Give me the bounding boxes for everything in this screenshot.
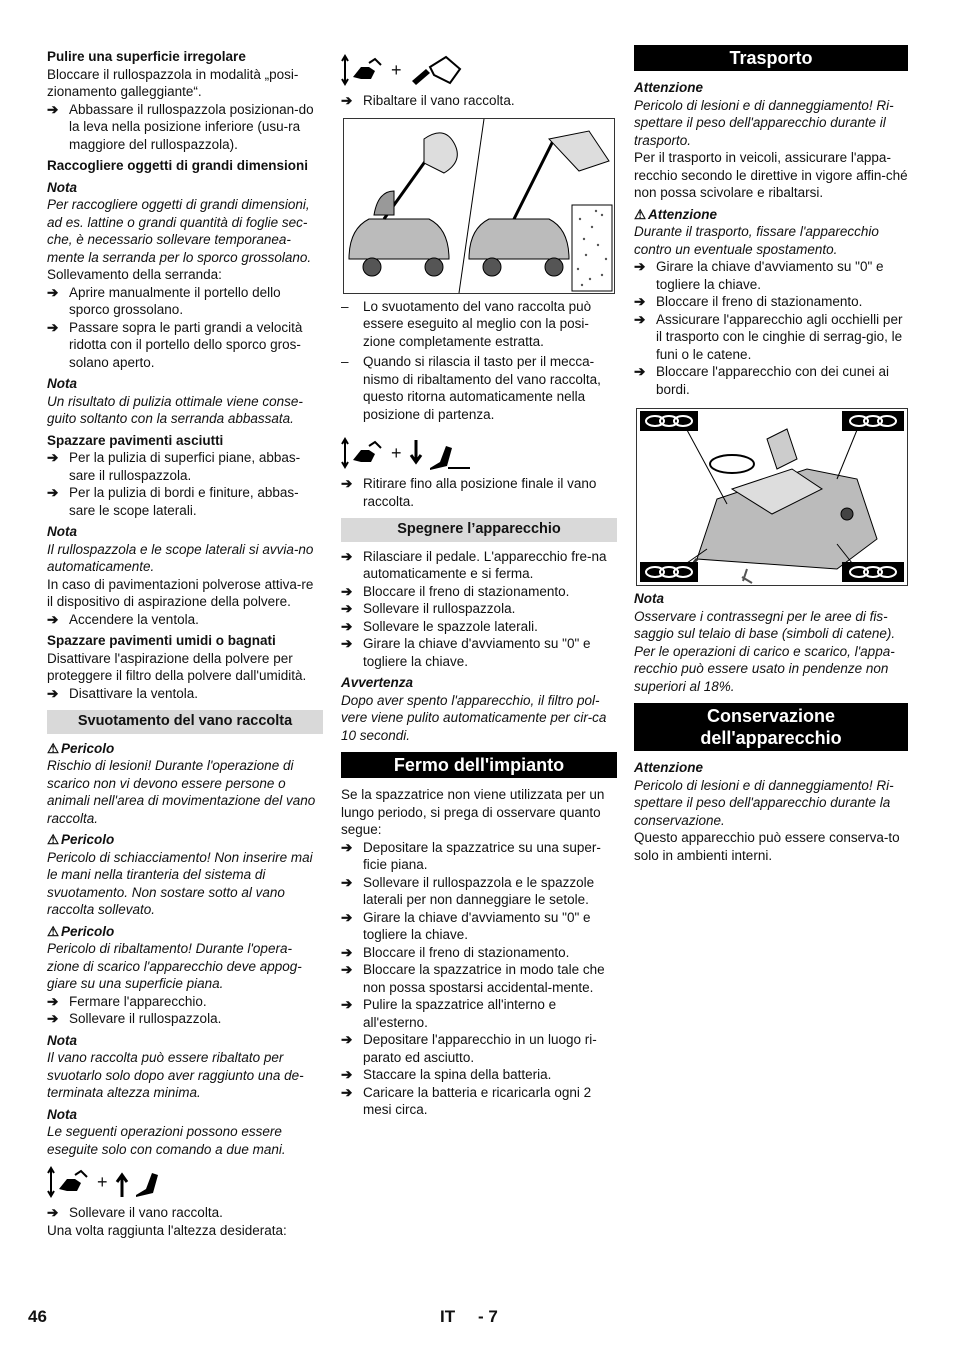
column-2 xyxy=(341,44,617,1119)
paragraph: Questo apparecchio può essere conserva-to solo in ambienti interni. xyxy=(634,830,900,863)
danger-text: Pericolo di schiacciamento! Non inserire mai le mani nella tiranteria del sistema di svuotamento. Non sostare sotto al vano raccolta sollevato. xyxy=(47,849,313,917)
step-item: ➔ Ritirare fino alla posizione finale il vano raccolta. xyxy=(341,476,597,509)
step-item: ➔ Assicurare l'apparecchio agli occhielli per il trasporto con le cinghie di serrag-gio, le funi o le catene. xyxy=(634,311,903,362)
step-item: ➔ Per la pulizia di bordi e finiture, abbas-sare le scope laterali. xyxy=(47,485,299,518)
step-item: ➔ Sollevare il rullospazzola e le spazzole laterali per non danneggiare le setole. xyxy=(341,874,595,907)
arrow-icon: ➔ xyxy=(47,485,59,500)
danger-label: ⚠ Pericolo xyxy=(47,832,115,847)
arrow-icon: ➔ xyxy=(341,839,353,855)
arrow-icon: ➔ xyxy=(47,1205,59,1220)
tilt-button-icon xyxy=(47,1165,91,1201)
arrow-icon: ➔ xyxy=(47,1011,59,1026)
step-item: ➔ Disattivare la ventola. xyxy=(47,685,199,701)
paragraph: Per il trasporto in veicoli, assicurare l'appa-recchio secondo le direttive in vigore affin-ché non possa scivolare e ribaltarsi. xyxy=(634,150,908,200)
tilt-button-icon xyxy=(341,53,385,89)
lower-hopper-icon xyxy=(408,436,472,472)
arrow-icon: ➔ xyxy=(47,685,59,701)
step-item: ➔ Bloccare il freno di stazionamento. xyxy=(634,294,863,309)
tie-down-points-illustration xyxy=(636,408,908,586)
arrow-icon: ➔ xyxy=(634,364,646,379)
language-code: IT xyxy=(440,1307,456,1326)
arrow-icon: ➔ xyxy=(341,997,353,1012)
warning-icon: ⚠ xyxy=(47,923,60,939)
arrow-icon: ➔ xyxy=(341,1084,353,1100)
heading-irregolare: Pulire una superficie irregolare xyxy=(47,49,246,64)
plus-sign: + xyxy=(97,1172,108,1193)
attention-label: Attenzione xyxy=(634,760,703,775)
chain-icon xyxy=(641,563,697,581)
column-3 xyxy=(634,44,908,864)
step-item: ➔ Caricare la batteria e ricaricarla ogni 2 mesi circa. xyxy=(341,1084,592,1117)
note-label: Nota xyxy=(47,179,77,195)
hopper-emptying-illustration xyxy=(343,118,615,294)
chain-icon xyxy=(843,563,903,581)
step-item: ➔ Pulire la spazzatrice all'interno e all'esterno. xyxy=(341,997,557,1030)
arrow-icon: ➔ xyxy=(47,101,59,117)
step-item: ➔ Per la pulizia di superfici piane, abbas-sare il rullospazzola. xyxy=(47,450,301,483)
step-item: ➔ Bloccare l'apparecchio con dei cunei ai bordi. xyxy=(634,364,889,397)
step-item: ➔ Rilasciare il pedale. L'apparecchio fre-na automaticamente e si ferma. xyxy=(341,548,607,581)
note-text: Il rullospazzola e le scope laterali si avvia-no automaticamente. xyxy=(47,541,314,574)
step-item: ➔ Depositare l'apparecchio in un luogo ri-parato ed asciutto. xyxy=(341,1032,597,1065)
step-item: ➔ Accendere la ventola. xyxy=(47,611,199,627)
step-item: ➔ Depositare la spazzatrice su una super-ficie piana. xyxy=(341,839,601,872)
danger-label: ⚠ Pericolo xyxy=(47,923,115,939)
raise-hopper-icon xyxy=(114,1165,170,1201)
section-heading-conservazione: Conservazione dell'apparecchio xyxy=(634,703,908,751)
step-item: ➔ Bloccare il freno di stazionamento. xyxy=(341,583,570,599)
note-label: Nota xyxy=(47,1106,77,1122)
arrow-icon: ➔ xyxy=(341,601,353,616)
paragraph: Disattivare l'aspirazione della polvere per proteggere il filtro della polvere dall'umidità. xyxy=(47,650,307,683)
heading-umidi: Spazzare pavimenti umidi o bagnati xyxy=(47,633,276,648)
section-heading-trasporto: Trasporto xyxy=(634,45,908,71)
arrow-icon: ➔ xyxy=(341,618,353,634)
arrow-icon: ➔ xyxy=(341,1032,353,1047)
paragraph: Una volta raggiunta l'altezza desiderata: xyxy=(47,1222,287,1238)
danger-label: ⚠ Pericolo xyxy=(47,740,115,756)
tilt-button-icon xyxy=(341,436,385,472)
section-heading-fermo: Fermo dell'impianto xyxy=(341,752,617,778)
attention-text: Pericolo di lesioni e di danneggiamento! Ri-spettare il peso dell'apparecchio durante la conservazione. xyxy=(634,777,894,828)
column-1 xyxy=(47,44,323,1239)
note-text: Le seguenti operazioni possono essere eseguite solo con comando a due mani. xyxy=(47,1124,286,1157)
warning-label: Avvertenza xyxy=(341,675,414,690)
chain-icon xyxy=(641,412,697,430)
arrow-icon: ➔ xyxy=(634,259,646,274)
attention-text: Durante il trasporto, fissare l'apparecchio contro un eventuale spostamento. xyxy=(634,224,879,257)
step-item: ➔ Sollevare il rullospazzola. xyxy=(341,601,516,616)
step-item: ➔ Bloccare la spazzatrice in modo tale che non possa spostarsi accidental-mente. xyxy=(341,962,605,995)
arrow-icon: ➔ xyxy=(47,993,59,1009)
attention-label: ⚠ Attenzione xyxy=(634,206,717,222)
section-heading-spegnere: Spegnere l’apparecchio xyxy=(341,518,617,542)
step-item: ➔ Girare la chiave d'avviamento su "0" e togliere la chiave. xyxy=(341,909,591,942)
attention-label: Attenzione xyxy=(634,80,703,95)
step-item: ➔ Staccare la spina della batteria. xyxy=(341,1067,552,1082)
attention-text: Pericolo di lesioni e di danneggiamento! Ri-spettare il peso dell'apparecchio durante il trasporto. xyxy=(634,97,894,148)
step-item: ➔ Sollevare le spazzole laterali. xyxy=(341,618,538,634)
warning-icon: ⚠ xyxy=(634,206,647,222)
arrow-icon: ➔ xyxy=(47,319,59,335)
paragraph: Se la spazzatrice non viene utilizzata per un lungo periodo, si prega di osservare quanto segue: xyxy=(341,787,605,837)
step-item: ➔ Ribaltare il vano raccolta. xyxy=(341,93,515,108)
two-hand-control-icons xyxy=(47,1164,323,1202)
step-item: ➔ Girare la chiave d'avviamento su "0" e togliere la chiave. xyxy=(341,636,591,669)
note-text: Il vano raccolta può essere ribaltato per svuotarlo solo dopo aver raggiunto una de-terminata altezza minima. xyxy=(47,1050,304,1100)
paragraph: In caso di pavimentazioni polverose attiva-re il dispositivo di aspirazione della polvere. xyxy=(47,576,314,609)
arrow-icon: ➔ xyxy=(47,450,59,465)
step-item: ➔ Fermare l'apparecchio. xyxy=(47,993,207,1009)
arrow-icon: ➔ xyxy=(341,548,353,564)
arrow-icon: ➔ xyxy=(341,874,353,890)
note-text: Per raccogliere oggetti di grandi dimensioni, ad es. lattine o grandi quantità di foglie sec-che, è necessario sollevare temporanea-mente la serranda per lo sporco grossolano. xyxy=(47,197,312,265)
warning-icon: ⚠ xyxy=(47,832,60,847)
dash-item: – Quando si rilascia il tasto per il mecca-nismo di ribaltamento del vano raccolta, questo ritorna automaticamente nella posizione di partenza. xyxy=(341,354,601,422)
heading-grandi: Raccogliere oggetti di grandi dimensioni xyxy=(47,158,309,173)
danger-text: Pericolo di ribaltamento! Durante l'opera-zione di scarico l'apparecchio deve appog-giare su una superficie piana. xyxy=(47,941,302,991)
retract-control-icons xyxy=(341,435,617,473)
danger-text: Rischio di lesioni! Durante l'operazione di scarico non vi devono essere persone o animali nell'area di movimentazione del vano raccolta. xyxy=(47,758,316,826)
step-item: ➔ Girare la chiave d'avviamento su "0" e togliere la chiave. xyxy=(634,259,884,292)
step-item: ➔ Aprire manualmente il portello dello sporco grossolano. xyxy=(47,284,281,317)
arrow-icon: ➔ xyxy=(341,944,353,960)
section-page: - 7 xyxy=(478,1307,498,1326)
note-text: Un risultato di pulizia ottimale viene conse-guito soltanto con la serranda abbassata. xyxy=(47,393,303,426)
arrow-icon: ➔ xyxy=(634,311,646,327)
chain-icon xyxy=(843,412,903,430)
section-heading-svuotamento: Svuotamento del vano raccolta xyxy=(47,710,323,734)
paragraph: Sollevamento della serranda: xyxy=(47,267,222,282)
step-item: ➔ Abbassare il rullospazzola posizionan-do la leva nella posizione inferiore (usu-ra maggiore del rullospazzola). xyxy=(47,101,314,152)
plus-sign: + xyxy=(391,443,402,464)
warning-icon: ⚠ xyxy=(47,740,60,756)
tilt-control-icons xyxy=(341,52,617,90)
step-item: ➔ Sollevare il rullospazzola. xyxy=(47,1011,222,1026)
arrow-icon: ➔ xyxy=(341,636,353,651)
paragraph: Bloccare il rullospazzola in modalità „posi-zionamento galleggiante“. xyxy=(47,66,299,99)
dash-item: – Lo svuotamento del vano raccolta può essere eseguito al meglio con la posi-zione completamente estratta. xyxy=(341,298,592,349)
step-item: ➔ Passare sopra le parti grandi a velocità ridotta con il portello dello sporco gros-solano aperto. xyxy=(47,319,303,370)
note-text: Osservare i contrassegni per le aree di fis-saggio sul telaio di base (simboli di catene). Per le operazioni di carico e scarico, l'appa-recchio può essere usato in pendenze non superiori al 18%. xyxy=(634,608,896,694)
heading-asciutti: Spazzare pavimenti asciutti xyxy=(47,432,224,448)
arrow-icon: ➔ xyxy=(634,294,646,309)
note-label: Nota xyxy=(47,1032,77,1048)
note-label: Nota xyxy=(47,376,77,391)
arrow-icon: ➔ xyxy=(341,476,353,491)
arrow-icon: ➔ xyxy=(341,909,353,925)
arrow-icon: ➔ xyxy=(341,583,353,599)
arrow-icon: ➔ xyxy=(341,1067,353,1082)
arrow-icon: ➔ xyxy=(47,284,59,300)
arrow-icon: ➔ xyxy=(47,611,59,627)
tilt-hopper-icon xyxy=(408,53,464,89)
warning-text: Dopo aver spento l'apparecchio, il filtro pol-vere viene pulito automaticamente per cir-ca 10 secondi. xyxy=(341,692,607,743)
note-label: Nota xyxy=(634,591,664,606)
plus-sign: + xyxy=(391,60,402,81)
arrow-icon: ➔ xyxy=(341,962,353,977)
step-item: ➔ Sollevare il vano raccolta. xyxy=(47,1205,223,1220)
arrow-icon: ➔ xyxy=(341,93,353,108)
step-item: ➔ Bloccare il freno di stazionamento. xyxy=(341,944,570,960)
note-label: Nota xyxy=(47,524,77,539)
page-number: 46 xyxy=(28,1307,47,1326)
